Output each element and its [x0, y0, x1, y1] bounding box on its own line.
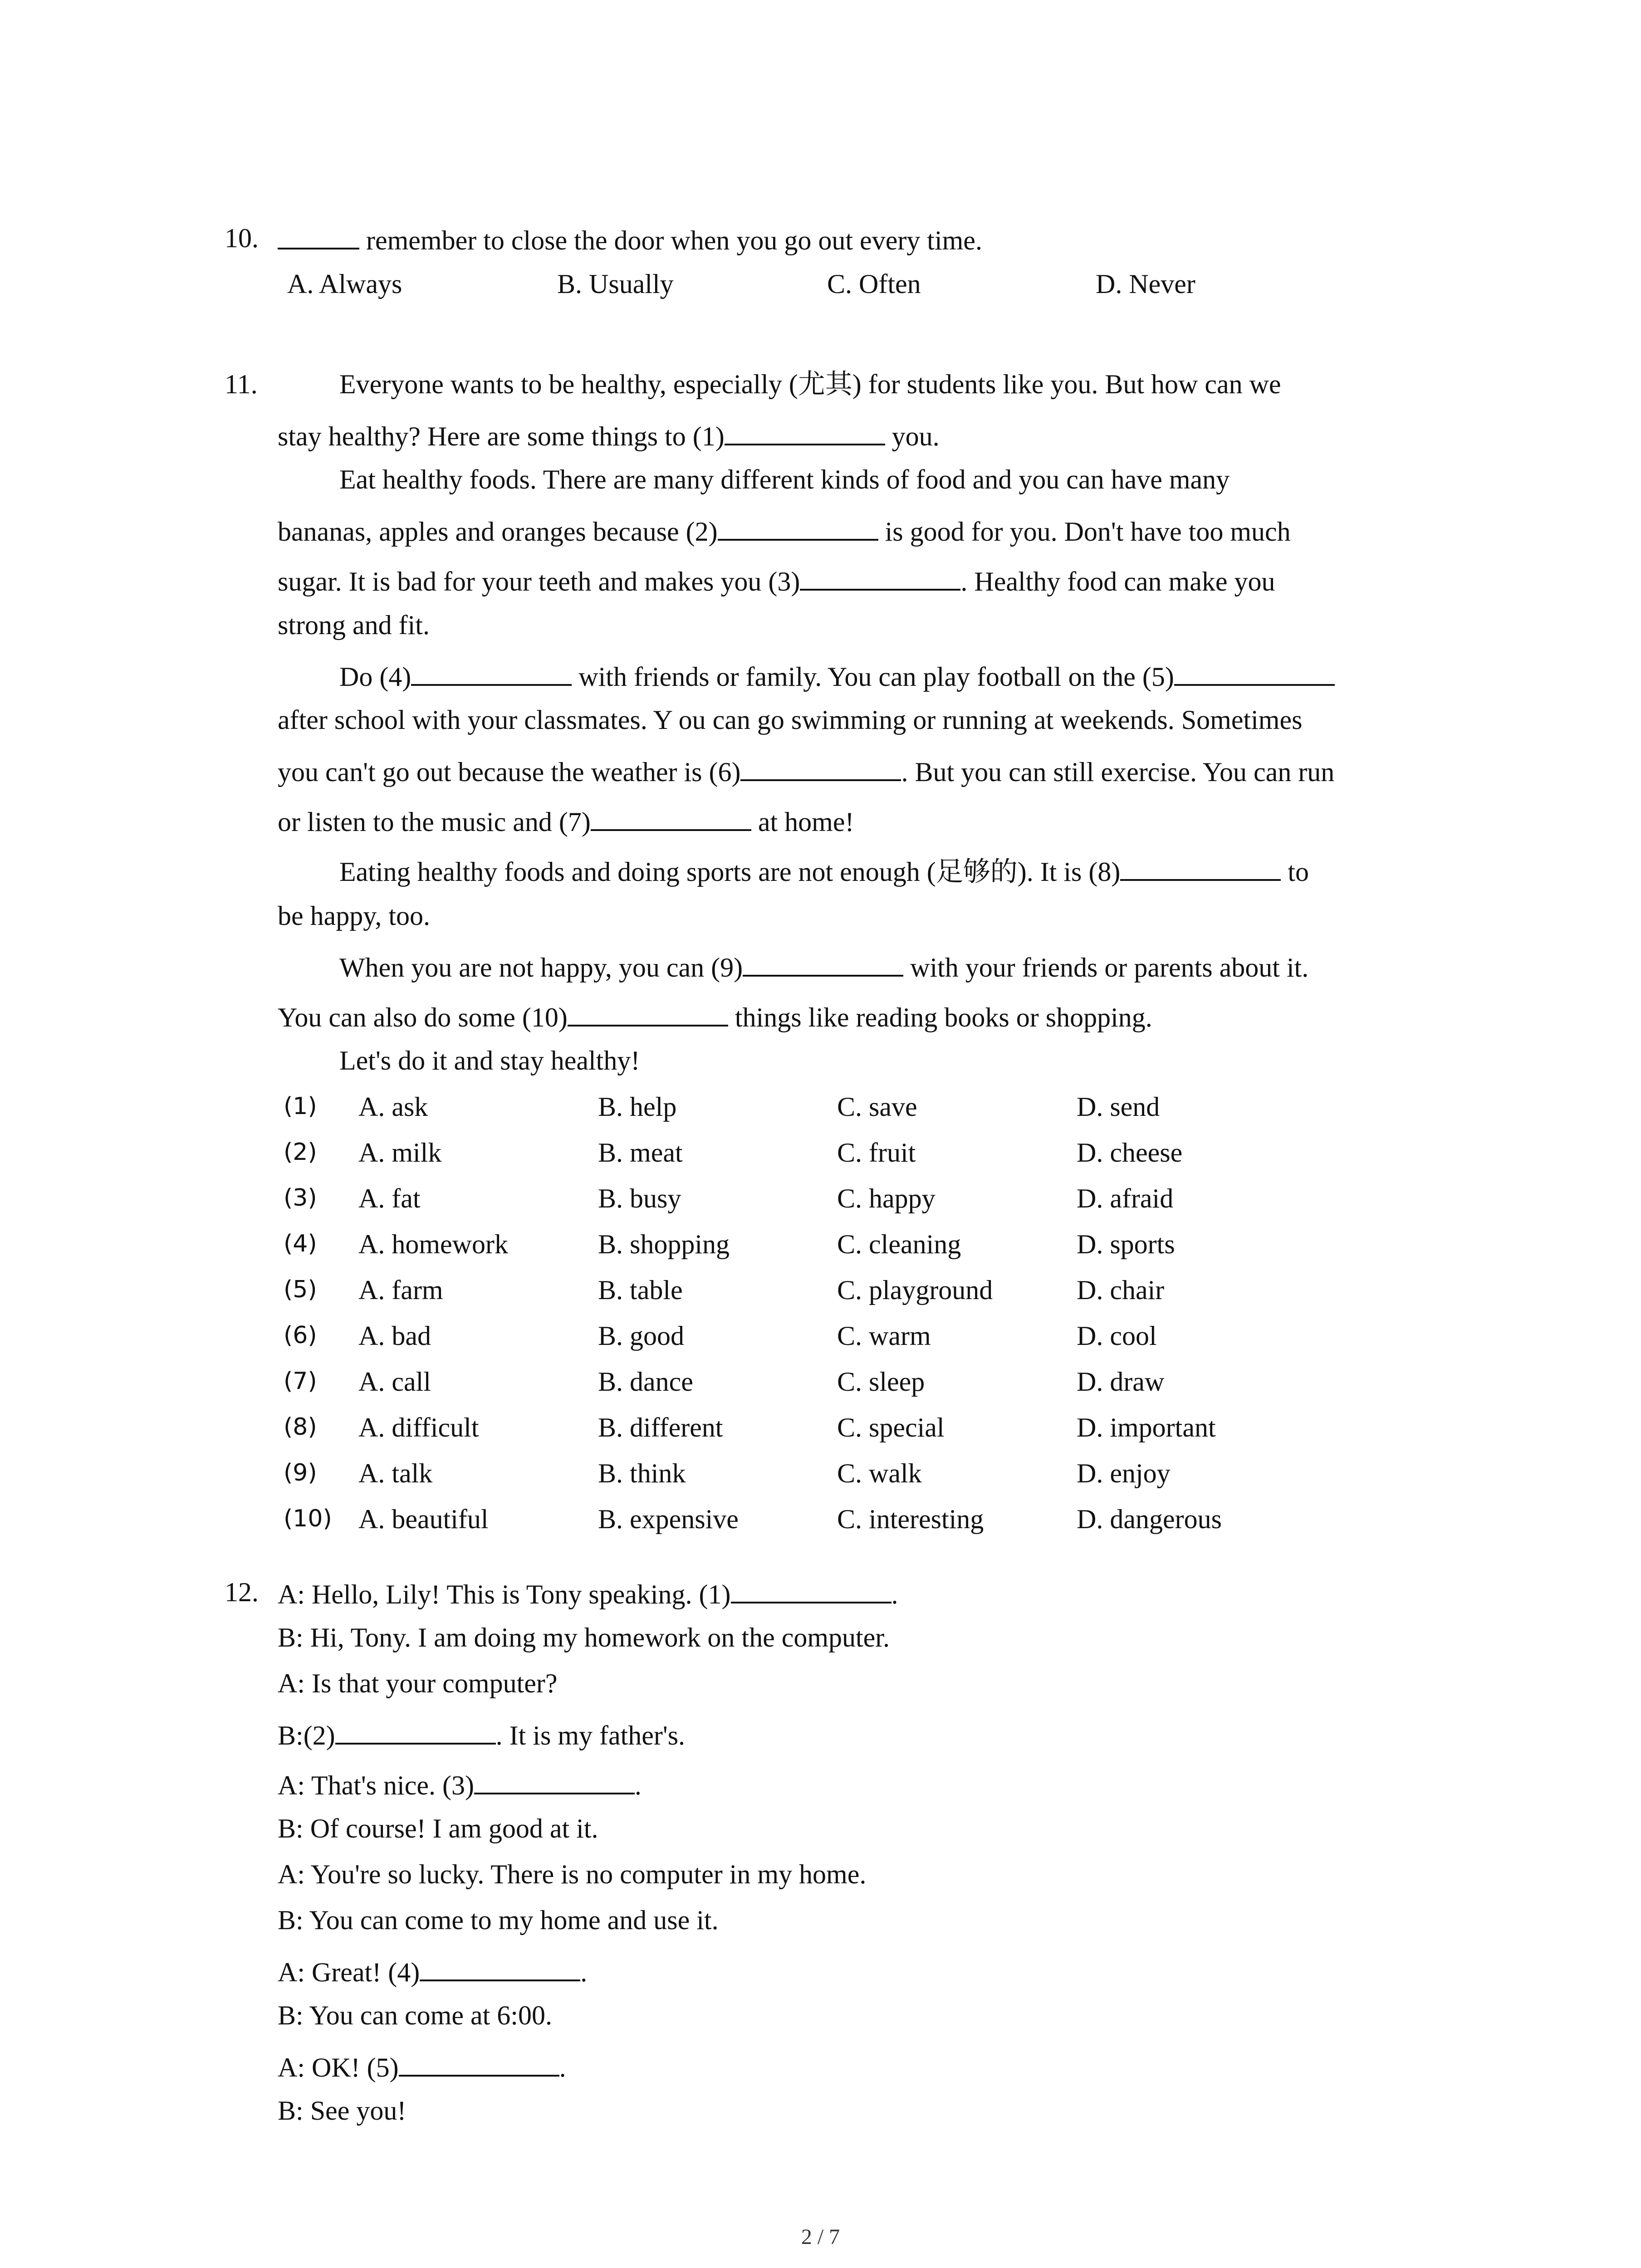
dialogue-line: [278, 1720, 685, 1749]
answer-blank[interactable]: [568, 1002, 728, 1026]
text: . It is my father's.: [495, 1721, 686, 1750]
stem-text: remember to close the door when you go out every time.: [366, 225, 982, 255]
passage-line: [278, 516, 1291, 545]
text: .: [580, 1957, 588, 1987]
answer-blank[interactable]: [420, 1956, 580, 1981]
dialogue-line: A: You're so lucky. There is no computer in my home.: [278, 1859, 867, 1889]
text: A: OK! (5): [278, 2053, 399, 2082]
passage-line: strong and fit.: [278, 610, 430, 640]
text: at home!: [751, 807, 854, 837]
page-number: 2 / 7: [801, 2225, 840, 2249]
text: .: [559, 2053, 566, 2082]
question-number: 10.: [225, 223, 259, 253]
dialogue-line: [278, 1579, 898, 1608]
option-d[interactable]: D. afraid: [1077, 1183, 1174, 1213]
passage-line: [278, 566, 1275, 595]
text: A: That's nice. (3): [278, 1770, 474, 1800]
option-b[interactable]: B. good: [598, 1321, 685, 1351]
option-a[interactable]: A. Always: [287, 269, 402, 299]
option-d[interactable]: D. cool: [1077, 1321, 1157, 1351]
question-stem: [278, 225, 982, 254]
dialogue-line: B: You can come to my home and use it.: [278, 1905, 719, 1935]
answer-blank[interactable]: [1120, 856, 1281, 881]
text: things like reading books or shopping.: [728, 1002, 1152, 1032]
passage-line: [278, 420, 940, 450]
answer-blank[interactable]: [743, 952, 903, 977]
text: When you are not happy, you can (9): [339, 953, 743, 982]
option-c[interactable]: C. sleep: [837, 1367, 925, 1397]
text: . But you can still exercise. You can run: [901, 757, 1335, 787]
text: .: [634, 1770, 642, 1800]
option-d[interactable]: D. enjoy: [1077, 1458, 1171, 1488]
option-a[interactable]: A. homework: [358, 1229, 508, 1259]
passage-line: [278, 756, 1334, 786]
option-a[interactable]: A. bad: [358, 1321, 431, 1351]
text: A: Great! (4): [278, 1957, 420, 1987]
option-a[interactable]: A. milk: [358, 1138, 442, 1168]
text: A: Hello, Lily! This is Tony speaking. (1): [278, 1579, 731, 1609]
text: to: [1281, 857, 1309, 887]
dialogue-line: B: Hi, Tony. I am doing my homework on the computer.: [278, 1623, 890, 1652]
option-c[interactable]: C. special: [837, 1413, 945, 1442]
passage-line: after school with your classmates. Y ou can go swimming or running at weekends. Sometimes: [278, 705, 1303, 735]
text: with your friends or parents about it.: [903, 953, 1309, 982]
choice-number: (9): [284, 1459, 317, 1486]
option-a[interactable]: A. call: [358, 1367, 431, 1397]
option-b[interactable]: B. shopping: [598, 1229, 730, 1259]
passage-line: Everyone wants to be healthy, especially (尤其) for students like you. But how can we: [339, 369, 1281, 399]
option-a[interactable]: A. farm: [358, 1275, 443, 1305]
option-c[interactable]: C. cleaning: [837, 1229, 961, 1259]
passage-line: Eat healthy foods. There are many different kinds of food and you can have many: [339, 464, 1230, 494]
passage-line: [339, 856, 1309, 885]
answer-blank[interactable]: [718, 516, 878, 541]
option-d[interactable]: D. sports: [1077, 1229, 1175, 1259]
passage-line: be happy, too.: [278, 901, 431, 931]
answer-blank[interactable]: [474, 1769, 635, 1794]
option-c[interactable]: C. interesting: [837, 1504, 984, 1534]
dialogue-line: B: Of course! I am good at it.: [278, 1813, 598, 1843]
dialogue-line: B: You can come at 6:00.: [278, 2000, 552, 2030]
option-c[interactable]: C. walk: [837, 1458, 922, 1488]
option-c[interactable]: C. Often: [827, 269, 921, 299]
answer-blank[interactable]: [278, 225, 359, 249]
choice-number: (3): [284, 1184, 317, 1212]
option-d[interactable]: D. cheese: [1077, 1138, 1183, 1168]
option-d[interactable]: D. dangerous: [1077, 1504, 1222, 1534]
text: bananas, apples and oranges because (2): [278, 517, 718, 547]
dialogue-line: [278, 1956, 587, 1986]
option-a[interactable]: A. ask: [358, 1092, 428, 1122]
answer-blank[interactable]: [731, 1579, 892, 1603]
text: .: [891, 1579, 898, 1609]
option-a[interactable]: A. talk: [358, 1458, 433, 1488]
passage-line: [339, 952, 1308, 981]
answer-blank[interactable]: [335, 1720, 496, 1745]
option-b[interactable]: B. meat: [598, 1138, 683, 1168]
answer-blank[interactable]: [725, 420, 885, 445]
option-d[interactable]: D. draw: [1077, 1367, 1165, 1397]
option-b[interactable]: B. busy: [598, 1183, 681, 1213]
choice-number: (2): [284, 1139, 317, 1166]
dialogue-line: [278, 1769, 642, 1799]
text: Do (4): [339, 662, 411, 692]
option-d[interactable]: D. Never: [1096, 269, 1195, 299]
option-c[interactable]: C. warm: [837, 1321, 931, 1351]
passage-line: Let's do it and stay healthy!: [339, 1046, 640, 1075]
answer-blank[interactable]: [399, 2052, 559, 2077]
passage-line: [278, 1002, 1152, 1031]
choice-number: (7): [284, 1368, 317, 1395]
choice-number: (6): [284, 1322, 317, 1349]
option-d[interactable]: D. send: [1077, 1092, 1160, 1122]
text: you can't go out because the weather is (6): [278, 757, 741, 787]
answer-blank[interactable]: [800, 566, 960, 591]
text: sugar. It is bad for your teeth and makes you (3): [278, 567, 800, 596]
choice-number: (1): [284, 1093, 317, 1120]
answer-blank[interactable]: [1174, 661, 1335, 686]
text: B:(2): [278, 1721, 335, 1750]
text: you.: [885, 421, 940, 451]
text: stay healthy? Here are some things to (1): [278, 421, 725, 451]
question-number: 12.: [225, 1577, 259, 1607]
dialogue-line: B: See you!: [278, 2096, 407, 2126]
option-b[interactable]: B. Usually: [557, 269, 674, 299]
passage-line: [278, 806, 854, 836]
text: is good for you. Don't have too much: [878, 517, 1291, 547]
option-b[interactable]: B. table: [598, 1275, 683, 1305]
option-b[interactable]: B. help: [598, 1092, 677, 1122]
passage-line: [339, 661, 1335, 690]
choice-number: (4): [284, 1230, 317, 1257]
option-d[interactable]: D. chair: [1077, 1275, 1165, 1305]
choice-number: (8): [284, 1413, 317, 1441]
text: or listen to the music and (7): [278, 807, 591, 837]
choice-number: (10): [284, 1505, 332, 1532]
option-c[interactable]: C. fruit: [837, 1138, 916, 1168]
option-b[interactable]: B. dance: [598, 1367, 693, 1397]
choice-number: (5): [284, 1276, 317, 1303]
text: You can also do some (10): [278, 1002, 568, 1032]
text: . Healthy food can make you: [960, 567, 1275, 596]
text: with friends or family. You can play football on the (5): [572, 662, 1174, 692]
answer-blank[interactable]: [411, 661, 572, 686]
dialogue-line: [278, 2052, 566, 2081]
option-c[interactable]: C. save: [837, 1092, 917, 1122]
option-b[interactable]: B. different: [598, 1413, 723, 1442]
option-a[interactable]: A. difficult: [358, 1413, 479, 1442]
answer-blank[interactable]: [740, 756, 901, 781]
option-d[interactable]: D. important: [1077, 1413, 1216, 1442]
option-b[interactable]: B. expensive: [598, 1504, 739, 1534]
option-b[interactable]: B. think: [598, 1458, 686, 1488]
option-a[interactable]: A. beautiful: [358, 1504, 489, 1534]
option-a[interactable]: A. fat: [358, 1183, 421, 1213]
dialogue-line: A: Is that your computer?: [278, 1668, 558, 1698]
text: Eating healthy foods and doing sports are not enough (足够的). It is (8): [339, 857, 1121, 887]
answer-blank[interactable]: [591, 806, 751, 831]
option-c[interactable]: C. playground: [837, 1275, 993, 1305]
option-c[interactable]: C. happy: [837, 1183, 936, 1213]
question-number: 11.: [225, 369, 258, 399]
